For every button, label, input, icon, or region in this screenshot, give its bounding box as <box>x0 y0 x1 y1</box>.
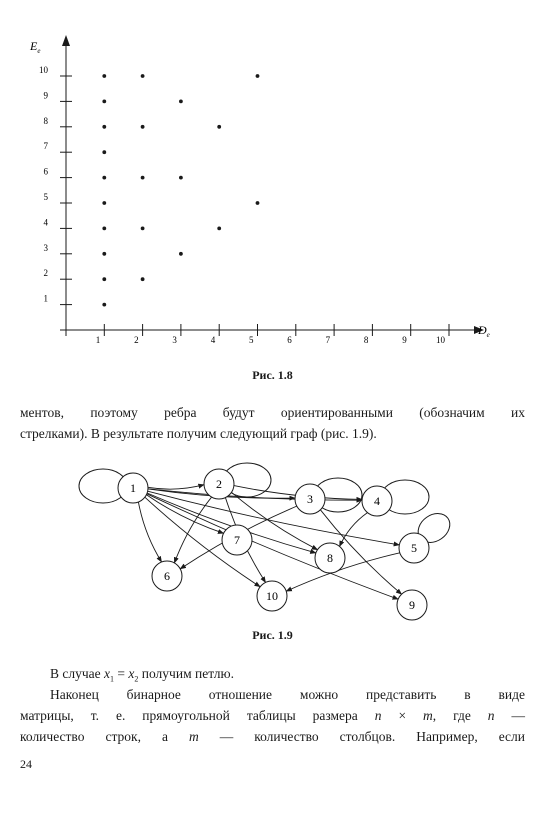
data-point-4-4 <box>217 227 221 231</box>
text-fragment: матрицы, т. е. прямоугольной таблицы размера <box>20 708 375 723</box>
paragraph-1-line-2: стрелками). В результате получим следующий граф (рис. 1.9). <box>20 426 377 441</box>
x-tick-label-7: 7 <box>325 335 331 345</box>
data-point-1-7 <box>102 150 106 154</box>
chart-axes <box>60 35 484 336</box>
data-point-4-8 <box>217 125 221 129</box>
node-label-4: 4 <box>374 494 380 508</box>
math-subscript: 2 <box>134 674 139 684</box>
math-var: m <box>188 729 199 744</box>
node-label-2: 2 <box>216 477 222 491</box>
text-fragment: , где <box>432 708 488 723</box>
paragraph-3-line-1: Наконец бинарное отношение можно представить в виде <box>50 687 525 702</box>
x-tick-label-4: 4 <box>210 335 216 345</box>
math-var: x <box>104 666 111 681</box>
data-point-5-10 <box>256 74 260 78</box>
x-tick-label-9: 9 <box>402 335 407 345</box>
math-subscript: 1 <box>110 674 115 684</box>
edge-1-2 <box>148 485 204 489</box>
scatter-chart <box>0 0 545 365</box>
y-tick-label-3: 3 <box>43 242 48 253</box>
data-point-2-2 <box>141 277 145 281</box>
edge-1-6 <box>138 502 161 562</box>
data-point-3-6 <box>179 176 183 180</box>
math-var: n <box>374 708 382 723</box>
paragraph-3-line-3 <box>20 726 525 747</box>
y-axis-label: $E_e$ <box>30 39 41 55</box>
node-label-9: 9 <box>409 598 415 612</box>
chart-points <box>102 74 259 306</box>
data-point-3-9 <box>179 100 183 104</box>
node-label-3: 3 <box>307 492 313 506</box>
edge-4-8 <box>340 513 368 547</box>
x-tick-label-8: 8 <box>363 335 369 345</box>
paragraph-3-line-2 <box>20 705 525 726</box>
y-tick-label-10: 10 <box>39 65 48 75</box>
graph-nodes <box>118 469 429 620</box>
y-axis-arrow <box>62 35 70 46</box>
math-var: n <box>487 708 495 723</box>
y-tick-label-7: 7 <box>43 141 48 152</box>
page-number: 24 <box>20 757 32 771</box>
math-var: x <box>128 666 135 681</box>
data-point-2-6 <box>141 176 145 180</box>
math-var: m <box>423 708 433 723</box>
chart-ticks <box>39 65 449 345</box>
x-axis-label: $D_e$ <box>478 323 490 339</box>
paragraph-1 <box>20 402 525 444</box>
data-point-1-5 <box>102 201 106 205</box>
node-label-8: 8 <box>327 551 333 565</box>
paragraph-3 <box>20 684 525 747</box>
text-fragment: количество строк, а <box>20 729 189 744</box>
node-label-10: 10 <box>266 589 278 603</box>
x-tick-label-1: 1 <box>95 335 101 345</box>
data-point-1-4 <box>102 227 106 231</box>
data-point-1-2 <box>102 277 106 281</box>
data-point-2-4 <box>141 227 145 231</box>
data-point-1-3 <box>102 252 106 256</box>
text-fragment: × <box>381 708 424 723</box>
text-fragment: получим петлю. <box>138 666 234 681</box>
text-fragment: — количество столбцов. Например, если <box>198 729 525 744</box>
node-label-7: 7 <box>234 533 240 547</box>
data-point-1-8 <box>102 125 106 129</box>
y-tick-label-1: 1 <box>43 293 48 304</box>
y-tick-label-4: 4 <box>43 217 48 228</box>
x-tick-label-5: 5 <box>249 335 254 345</box>
paragraph-1-line-1: ментов, поэтому ребра будут ориентированными (обозначим их <box>20 405 525 420</box>
x-tick-label-2: 2 <box>134 335 139 345</box>
y-tick-label-2: 2 <box>43 268 48 279</box>
node-label-6: 6 <box>164 569 170 583</box>
data-point-1-6 <box>102 176 106 180</box>
node-label-5: 5 <box>411 541 417 555</box>
text-fragment: В случае <box>50 666 105 681</box>
text-fragment: — <box>494 708 526 723</box>
y-tick-label-6: 6 <box>43 166 48 177</box>
y-tick-label-8: 8 <box>43 115 48 126</box>
x-tick-label-6: 6 <box>287 335 292 345</box>
directed-graph <box>0 455 545 630</box>
x-tick-label-3: 3 <box>172 335 177 345</box>
data-point-5-5 <box>256 201 260 205</box>
data-point-2-10 <box>141 74 145 78</box>
data-point-1-10 <box>102 74 106 78</box>
y-tick-label-5: 5 <box>43 192 48 202</box>
text-fragment: = <box>114 666 129 681</box>
x-tick-label-10: 10 <box>436 335 445 345</box>
y-tick-label-9: 9 <box>43 90 48 101</box>
figure-caption-1-8: Рис. 1.8 <box>252 368 293 382</box>
node-label-1: 1 <box>130 481 136 495</box>
data-point-1-9 <box>102 100 106 104</box>
figure-caption-1-9: Рис. 1.9 <box>252 628 293 642</box>
data-point-3-3 <box>179 252 183 256</box>
data-point-1-1 <box>102 303 106 307</box>
data-point-2-8 <box>141 125 145 129</box>
